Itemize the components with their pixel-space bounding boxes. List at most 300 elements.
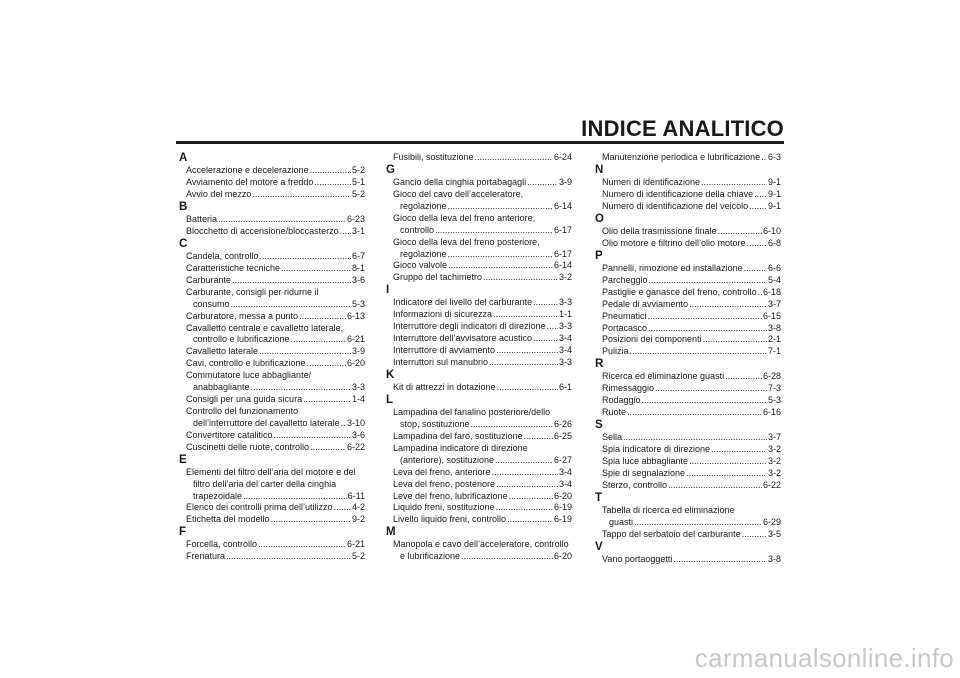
dot-leader — [497, 382, 558, 394]
dot-leader — [689, 299, 767, 311]
index-entry — [595, 554, 781, 566]
index-entry-text: Interruttore di avviamento — [393, 345, 496, 356]
index-entry-page: 3-8 — [767, 553, 781, 564]
index-entry-page: 6-19 — [553, 514, 572, 525]
dot-leader — [448, 201, 553, 213]
index-letter-heading: O — [595, 212, 604, 225]
index-entry-text: regolazione — [400, 248, 447, 259]
index-letter-heading: V — [595, 540, 603, 553]
index-entry — [595, 456, 781, 468]
index-entry-text: anabbagliante — [193, 382, 250, 393]
index-entry-page: 3-7 — [767, 298, 781, 309]
index-entry-text: Carburatore, messa a punto — [186, 310, 299, 321]
index-entry — [595, 371, 781, 383]
index-entry-text: trapezoidale — [193, 490, 243, 501]
index-entry-page: 6-10 — [762, 226, 781, 236]
index-entry-page: 9-1 — [767, 189, 781, 199]
index-entry — [386, 514, 572, 526]
index-entry — [179, 370, 365, 394]
index-entry-text: Numeri di identificazione — [602, 177, 701, 188]
index-entry-page: 7-3 — [767, 383, 781, 394]
index-entry-text: Blocchetto di accensione/bloccasterzo — [186, 226, 339, 236]
index-entry — [179, 442, 365, 454]
dot-leader — [718, 226, 762, 238]
index-entry-text: Carburante, consigli per ridurne il — [186, 286, 319, 297]
index-entry-text: controllo — [400, 224, 435, 235]
index-entry — [595, 334, 781, 346]
index-entry-text: Gioco valvole — [393, 260, 448, 271]
index-entry-text: Avvio del mezzo — [186, 189, 252, 199]
index-entry-text: Livello liquido freni, controllo — [393, 514, 507, 525]
index-entry-page: 3-1 — [351, 226, 365, 236]
index-entry-page: 6-17 — [553, 248, 572, 259]
index-entry — [595, 383, 781, 395]
index-letter-heading: G — [386, 163, 395, 176]
dot-leader — [314, 177, 351, 189]
index-entry-text: Fusibili, sostituzione — [393, 152, 474, 162]
index-entry-text: Cavalletto centrale e cavalletto laterale, — [186, 322, 344, 333]
index-entry-page: 8-1 — [351, 263, 365, 273]
index-entry-text: Kit di attrezzi in dotazione — [393, 382, 496, 393]
index-entry — [179, 226, 365, 238]
index-entry — [386, 467, 572, 479]
index-entry-text: Ricerca ed eliminazione guasti — [602, 371, 725, 382]
index-column-1 — [179, 152, 365, 563]
index-entry — [179, 275, 365, 287]
index-entry-page: 6-20 — [553, 490, 572, 501]
index-entry — [595, 226, 781, 238]
index-entry-page: 3-2 — [558, 272, 572, 283]
index-letter-heading: L — [386, 393, 394, 406]
dot-leader — [252, 189, 351, 201]
dot-leader — [259, 346, 351, 358]
dot-leader — [483, 272, 558, 284]
index-entry-page: 5-3 — [767, 395, 781, 406]
index-entry-text: Commutatore luce abbagliante/ — [186, 370, 312, 381]
index-entry — [386, 177, 572, 189]
dot-leader — [524, 431, 553, 443]
index-entry — [179, 430, 365, 442]
dot-leader — [703, 334, 767, 346]
index-entry — [595, 238, 781, 250]
index-entry-text: Parcheggio — [602, 274, 648, 285]
index-entry-text: Lampadina indicatore di direzione — [393, 442, 528, 453]
index-entry-page: 5-1 — [351, 177, 365, 188]
index-entry-page: 6-20 — [346, 358, 365, 369]
index-entry-page: 3-3 — [351, 382, 365, 393]
index-entry — [595, 468, 781, 480]
index-entry-page: 6-26 — [553, 419, 572, 430]
index-entry-page: 5-3 — [351, 298, 365, 309]
index-entry — [386, 213, 572, 237]
index-entry-text: guasti — [609, 516, 634, 527]
dot-leader — [260, 251, 351, 263]
index-letter-heading: F — [179, 526, 187, 539]
index-entry-page: 3-7 — [767, 432, 781, 443]
index-entry — [386, 237, 572, 261]
dot-leader — [747, 238, 767, 250]
dot-leader — [673, 554, 767, 566]
dot-leader — [271, 514, 351, 526]
index-entry-text: Cuscinetti delle ruote, controllo — [186, 441, 310, 452]
index-letter-heading: M — [386, 526, 396, 539]
dot-leader — [623, 432, 767, 444]
index-letter-heading: N — [595, 163, 604, 176]
index-entry-page: 9-1 — [767, 200, 781, 211]
index-entry — [179, 358, 365, 370]
index-entry-text: Elementi del filtro dell’aria del motore e del — [186, 466, 356, 477]
index-entry — [179, 346, 365, 358]
index-entry-text: Informazioni di sicurezza — [393, 309, 493, 320]
index-entry-text: Olio della trasmissione finale — [602, 226, 717, 236]
dot-leader — [461, 551, 553, 563]
dot-leader — [648, 323, 767, 335]
index-entry-page: 6-14 — [553, 260, 572, 271]
dot-leader — [668, 480, 762, 492]
dot-leader — [281, 263, 351, 275]
index-entry-page: 6-7 — [351, 251, 365, 262]
index-entry-page: 6-8 — [767, 237, 781, 248]
index-entry — [179, 189, 365, 201]
index-entry-page: 6-14 — [553, 200, 572, 211]
dot-leader — [701, 177, 767, 189]
index-letter-heading: I — [386, 284, 390, 297]
index-entry-text: Ruote — [602, 407, 627, 418]
dot-leader — [749, 201, 767, 213]
index-entry — [179, 514, 365, 526]
index-entry-text: Rodaggio — [602, 395, 641, 406]
index-entry-text: Gruppo del tachimetro — [393, 272, 483, 283]
index-entry-page: 6-23 — [346, 214, 365, 225]
index-entry-page: 4-2 — [351, 502, 365, 513]
dot-leader — [630, 346, 767, 358]
index-entry-page: 6-20 — [553, 551, 572, 562]
dot-leader — [509, 491, 553, 503]
index-entry-page: 3-8 — [767, 322, 781, 333]
index-entry-page: 3-2 — [767, 456, 781, 467]
dot-leader — [649, 275, 767, 287]
dot-leader — [310, 442, 346, 454]
index-entry-text: e lubrificazione — [400, 551, 461, 562]
index-letter-heading: B — [179, 200, 188, 213]
dot-leader — [251, 382, 351, 394]
index-entry — [386, 407, 572, 431]
index-entry-page: 3-3 — [558, 356, 572, 367]
index-entry — [595, 346, 781, 358]
index-entry-text: Tappo del serbatoio del carburante — [602, 528, 741, 539]
index-entry — [595, 177, 781, 189]
dot-leader — [243, 491, 347, 503]
index-column-3 — [595, 152, 781, 566]
dot-leader — [258, 539, 346, 551]
index-entry-page: 6-1 — [558, 382, 572, 393]
index-entry-text: dell’interruttore del cavalletto laterale — [193, 417, 340, 428]
dot-leader — [642, 395, 767, 407]
index-entry-page: 6-16 — [762, 407, 781, 418]
index-entry-text: Posizioni dei componenti — [602, 334, 702, 345]
dot-leader — [475, 152, 553, 164]
dot-leader — [533, 297, 558, 309]
index-entry-page: 3-5 — [767, 528, 781, 539]
index-column-2 — [386, 152, 572, 563]
index-entry — [179, 551, 365, 563]
watermark: carmanualsonline.info — [694, 643, 954, 673]
index-entry — [179, 177, 365, 189]
index-entry — [386, 309, 572, 321]
index-entry — [179, 539, 365, 551]
index-entry-text: Olio motore e filtrino dell’olio motore — [602, 237, 746, 248]
index-entry-page: 6-19 — [553, 502, 572, 513]
index-entry-text: stop, sostituzione — [400, 419, 470, 430]
index-entry — [386, 502, 572, 514]
index-entry — [595, 407, 781, 419]
index-entry-text: regolazione — [400, 200, 447, 211]
dot-leader — [496, 479, 558, 491]
index-entry-text: Spie di segnalazione — [602, 467, 686, 478]
index-entry-text: Indicatore del livello del carburante — [393, 297, 533, 308]
index-entry — [386, 382, 572, 394]
index-entry-text: Pastiglie e ganasce del freno, controllo — [602, 286, 757, 297]
index-entry-page: 7-1 — [767, 346, 781, 357]
index-entry-text: Numero di identificazione del veicolo — [602, 200, 749, 211]
index-entry-text: Cavi, controllo e lubrificazione — [186, 358, 306, 369]
dot-leader — [655, 383, 767, 395]
index-entry-page: 5-2 — [351, 165, 365, 176]
dot-leader — [496, 502, 553, 514]
index-entry — [595, 287, 781, 299]
index-entry-text: Spia indicatore di direzione — [602, 444, 711, 455]
index-entry-text: Numero di identificazione della chiave — [602, 189, 754, 199]
index-entry-page: 9-2 — [351, 514, 365, 525]
index-entry-text: Candela, controllo — [186, 251, 259, 262]
index-entry-page: 3-9 — [558, 177, 572, 188]
index-entry-page: 3-10 — [346, 417, 365, 428]
index-entry — [595, 505, 781, 529]
index-letter-heading: A — [179, 152, 188, 164]
index-entry — [386, 491, 572, 503]
dot-leader — [742, 529, 767, 541]
index-entry — [595, 299, 781, 311]
index-entry-text: Spia luce abbagliante — [602, 456, 689, 467]
index-entry — [386, 189, 572, 213]
index-entry — [386, 443, 572, 467]
index-entry-text: Pedale di avviamento — [602, 298, 689, 309]
index-entry — [595, 152, 781, 164]
index-entry — [595, 480, 781, 492]
dot-leader — [547, 321, 558, 333]
index-entry — [386, 260, 572, 272]
index-entry — [179, 251, 365, 263]
dot-leader — [761, 152, 767, 164]
index-entry-page: 6-28 — [762, 371, 781, 382]
dot-leader — [307, 358, 346, 370]
dot-leader — [448, 260, 553, 272]
index-entry-text: Liquido freni, sostituzione — [393, 502, 495, 513]
index-entry-text: Forcella, controllo — [186, 539, 258, 550]
index-entry-text: Rimessaggio — [602, 383, 655, 394]
index-entry — [386, 431, 572, 443]
index-entry — [595, 275, 781, 287]
index-entry-text: Portacasco — [602, 322, 648, 333]
index-entry-text: Interruttori sul manubrio — [393, 356, 489, 367]
index-entry — [386, 321, 572, 333]
index-entry-page: 3-4 — [558, 333, 572, 344]
index-entry — [595, 323, 781, 335]
dot-leader — [496, 345, 558, 357]
index-entry — [595, 432, 781, 444]
index-entry — [179, 263, 365, 275]
index-entry-text: Manutenzione periodica e lubrificazione — [602, 152, 761, 162]
index-entry-text: Manopola e cavo dell’acceleratore, controllo — [393, 539, 569, 550]
index-entry — [179, 311, 365, 323]
dot-leader — [634, 517, 762, 529]
index-entry-text: Batteria — [186, 214, 218, 225]
index-entry-text: Etichetta del modello — [186, 514, 270, 525]
index-entry — [179, 502, 365, 514]
index-entry-text: (anteriore), sostituzione — [400, 454, 495, 465]
index-letter-heading: S — [595, 419, 603, 432]
dot-leader — [218, 214, 346, 226]
index-entry-page: 3-3 — [558, 297, 572, 308]
index-entry-page: 1-4 — [351, 393, 365, 404]
index-letter-heading: P — [595, 249, 603, 262]
dot-leader — [231, 299, 351, 311]
dot-leader — [435, 225, 553, 237]
dot-leader — [686, 468, 767, 480]
index-entry-page: 3-4 — [558, 345, 572, 356]
index-entry — [179, 467, 365, 503]
index-entry-page: 3-6 — [351, 274, 365, 285]
index-entry-page: 6-18 — [762, 286, 781, 297]
index-entry — [386, 345, 572, 357]
index-entry — [179, 406, 365, 430]
dot-leader — [299, 311, 346, 323]
index-entry-page: 6-3 — [767, 152, 781, 162]
dot-leader — [711, 444, 767, 456]
dot-leader — [725, 371, 762, 383]
index-entry-page: 3-4 — [558, 478, 572, 489]
index-entry-page: 9-1 — [767, 177, 781, 188]
index-entry — [179, 287, 365, 311]
index-entry — [595, 444, 781, 456]
index-entry-text: Gioco del cavo dell’acceleratore, — [393, 189, 524, 199]
index-entry-page: 6-24 — [553, 152, 572, 162]
index-entry-text: Gioco della leva del freno posteriore, — [393, 236, 540, 247]
index-entry — [595, 263, 781, 275]
dot-leader — [527, 177, 558, 189]
index-letter-heading: C — [179, 237, 188, 250]
title-rule — [176, 141, 784, 144]
index-entry-text: Sella — [602, 432, 623, 443]
index-entry — [386, 297, 572, 309]
dot-leader — [274, 430, 351, 442]
dot-leader — [340, 226, 351, 238]
dot-leader — [627, 407, 762, 419]
index-entry-text: Carburante — [186, 274, 232, 285]
index-entry-text: Pneumatici — [602, 310, 647, 321]
page-title: INDICE ANALITICO — [581, 116, 784, 141]
index-entry-text: controllo e lubrificazione — [193, 334, 290, 345]
index-entry-page: 6-15 — [762, 310, 781, 321]
index-letter-heading: T — [595, 491, 603, 504]
index-entry-text: Controllo del funzionamento — [186, 405, 299, 416]
index-letter-heading: R — [595, 358, 604, 371]
dot-leader — [492, 467, 558, 479]
index-entry-text: Sterzo, controllo — [602, 479, 668, 490]
index-entry-text: Tabella di ricerca ed eliminazione — [602, 504, 735, 515]
index-entry — [386, 357, 572, 369]
dot-leader — [232, 275, 351, 287]
index-entry-page: 3-4 — [558, 466, 572, 477]
dot-leader — [310, 165, 351, 177]
index-entry — [179, 165, 365, 177]
index-entry-page: 5-4 — [767, 274, 781, 285]
index-entry-text: Leve del freno, lubrificazione — [393, 490, 508, 501]
dot-leader — [493, 309, 558, 321]
index-letter-heading: K — [386, 368, 395, 381]
index-entry-text: Frenatura — [186, 551, 226, 562]
dot-leader — [489, 357, 558, 369]
index-entry-text: Caratteristiche tecniche — [186, 263, 281, 273]
index-entry — [595, 189, 781, 201]
index-entry-page: 3-9 — [351, 346, 365, 357]
index-entry-page: 3-6 — [351, 429, 365, 440]
index-entry-page: 3-3 — [558, 321, 572, 332]
index-entry-text: Gioco della leva del freno anteriore, — [393, 212, 536, 223]
index-entry-text: consumo — [193, 298, 230, 309]
index-entry — [386, 333, 572, 345]
index-entry — [595, 311, 781, 323]
dot-leader — [303, 394, 351, 406]
dot-leader — [758, 287, 762, 299]
index-entry-page: 3-2 — [767, 467, 781, 478]
dot-leader — [448, 249, 553, 261]
dot-leader — [341, 418, 346, 430]
dot-leader — [226, 551, 351, 563]
index-entry-page: 3-2 — [767, 444, 781, 455]
index-entry-text: Elenco dei controlli prima dell’utilizzo — [186, 502, 333, 513]
index-entry-page: 1-1 — [558, 309, 572, 320]
dot-leader — [495, 455, 553, 467]
index-entry-text: filtro dell’aria del carter della cinghia — [193, 478, 337, 489]
index-entry-page: 6-6 — [767, 263, 781, 273]
index-entry-text: Interruttore dell’avvisatore acustico — [393, 333, 533, 344]
index-entry-text: Leva del freno, posteriore — [393, 478, 496, 489]
index-entry-page: 6-17 — [553, 224, 572, 235]
index-entry — [386, 539, 572, 563]
index-entry-text: Avviamento del motore a freddo — [186, 177, 314, 188]
dot-leader — [471, 419, 553, 431]
dot-leader — [744, 263, 767, 275]
index-entry-text: Vano portaoggetti — [602, 553, 673, 564]
index-entry — [179, 323, 365, 347]
index-entry-page: 6-29 — [762, 516, 781, 527]
index-entry — [386, 479, 572, 491]
index-entry-page: 2-1 — [767, 334, 781, 345]
index-entry — [386, 272, 572, 284]
index-entry-text: Lampadina del fanalino posteriore/dello — [393, 407, 551, 418]
index-entry-page: 6-11 — [347, 490, 365, 501]
index-entry-text: Lampadina del faro, sostituzione — [393, 430, 523, 441]
dot-leader — [507, 514, 553, 526]
index-entry — [179, 394, 365, 406]
index-entry-text: Gancio della cinghia portabagagli — [393, 177, 527, 188]
index-entry-page: 6-22 — [346, 441, 365, 452]
index-entry-text: Interruttore degli indicatori di direzione — [393, 321, 546, 332]
index-entry-page: 6-21 — [346, 334, 365, 345]
index-entry-page: 5-2 — [351, 189, 365, 199]
index-entry-text: Leva del freno, anteriore — [393, 466, 491, 477]
